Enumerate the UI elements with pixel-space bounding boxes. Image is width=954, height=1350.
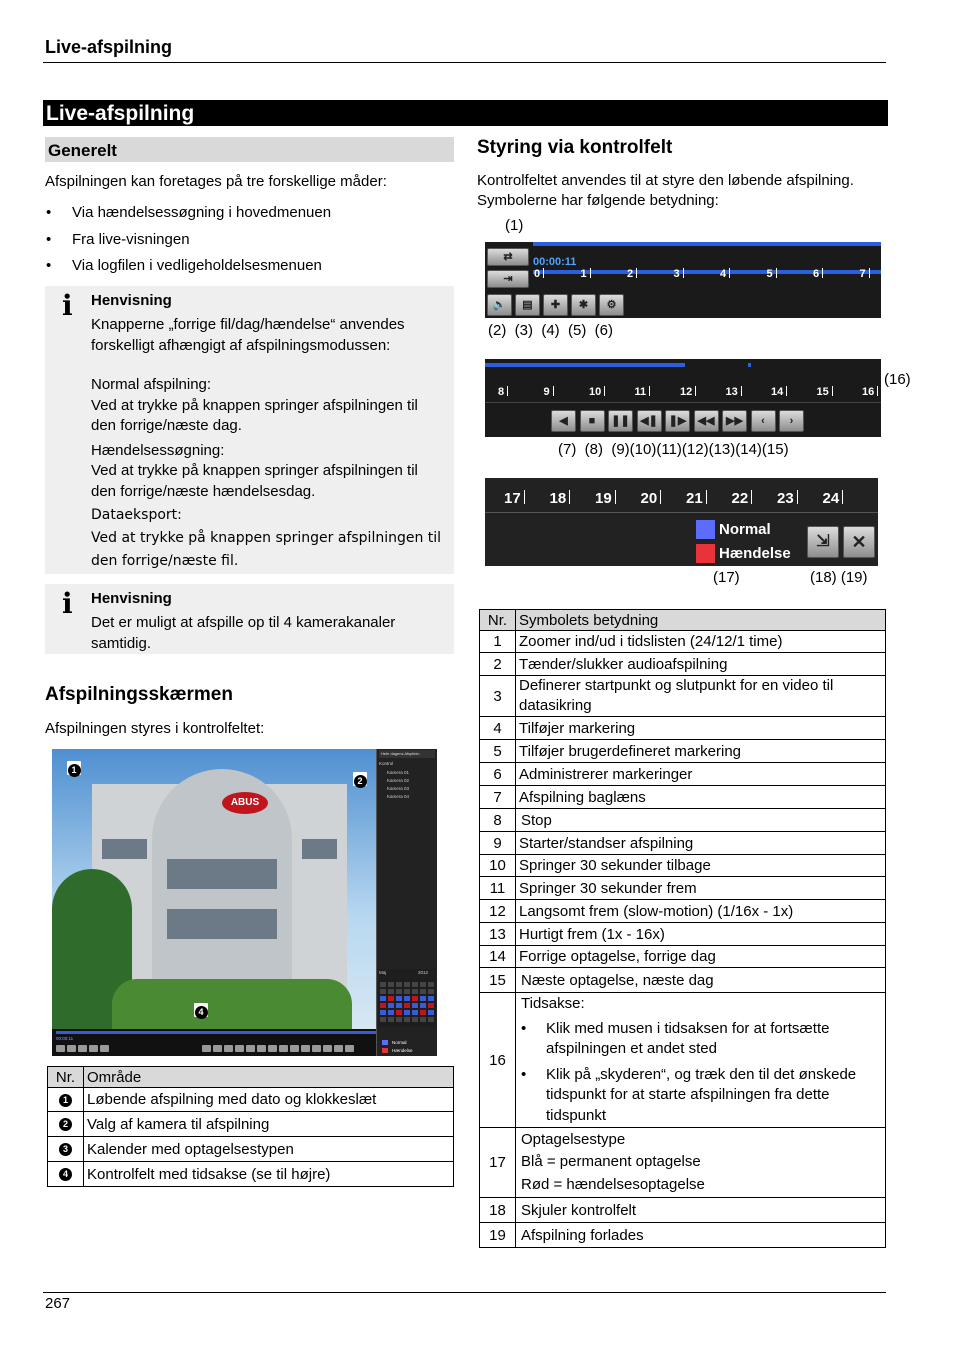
note-line: den forrige/næste fil. xyxy=(91,553,239,569)
reverse-play-button[interactable]: ◀ xyxy=(551,410,576,432)
divider xyxy=(485,512,878,513)
table-cell: Administrerer markeringer xyxy=(516,763,886,786)
zoom-button[interactable]: ⇄ xyxy=(487,248,529,266)
bush xyxy=(112,979,352,1029)
calendar-day[interactable] xyxy=(388,1017,394,1022)
callouts-2-6: (2) (3) (4) (5) (6) xyxy=(488,322,614,339)
intro-line: Kontrolfeltet anvendes til at styre den løbende afspilning. xyxy=(477,172,854,189)
camera-checkbox[interactable]: Kamera 01 xyxy=(387,770,410,775)
sidebar-header: Hele dagens Afspilnin xyxy=(379,750,435,758)
table-cell: Tilføjer markering xyxy=(516,717,886,740)
note-line: Det er muligt at afspille op til 4 kamerakanaler xyxy=(91,614,396,631)
table-row xyxy=(480,900,886,923)
control-button[interactable] xyxy=(202,1045,211,1052)
calendar-day[interactable] xyxy=(396,1003,402,1008)
table-row xyxy=(480,946,886,968)
forward-30s-button[interactable]: ❚▶ xyxy=(665,410,690,432)
note-line: Knapperne „forrige fil/dag/hændelse“ anvendes xyxy=(91,316,405,333)
time-display: 00:00:11 xyxy=(533,256,577,268)
calendar-day[interactable] xyxy=(428,1017,434,1022)
calendar-day[interactable] xyxy=(420,982,426,987)
window-band xyxy=(102,839,147,859)
tick-label: 14 xyxy=(771,386,787,398)
control-button[interactable] xyxy=(345,1045,354,1052)
running-header: Live-afspilning xyxy=(45,37,173,57)
tick-label: 6 xyxy=(813,268,823,280)
table-row xyxy=(48,1088,454,1112)
heading-styring: Styring via kontrolfelt xyxy=(477,137,673,158)
list-item: • Klik på „skyderen“, og træk den til det ønskede tidspunkt for at starte afspilningen fra dette tidspunkt xyxy=(521,1065,857,1124)
control-button[interactable] xyxy=(56,1045,65,1052)
marker-2: 2 xyxy=(353,772,367,786)
column-header: Område xyxy=(84,1067,454,1088)
calendar-day[interactable] xyxy=(380,982,386,987)
hide-control-button[interactable]: ⇲ xyxy=(807,526,839,558)
calendar-day[interactable] xyxy=(380,1003,386,1008)
table-cell: 11 xyxy=(480,877,516,900)
timeline-marker xyxy=(748,363,751,367)
table-cell: Skjuler kontrolfelt xyxy=(516,1198,886,1223)
table-row xyxy=(480,855,886,877)
afspilningsskaermen-intro: Afspilningen styres i kontrolfeltet: xyxy=(45,720,265,737)
table-cell: Starter/standser afspilning xyxy=(516,832,886,855)
calendar-day[interactable] xyxy=(412,1003,418,1008)
table-row xyxy=(480,631,886,653)
table-cell: Springer 30 sekunder frem xyxy=(516,877,886,900)
table-cell: Valg af kamera til afspilning xyxy=(84,1112,454,1137)
page-number: 267 xyxy=(45,1295,71,1312)
table-row xyxy=(480,832,886,855)
control-button[interactable] xyxy=(213,1045,222,1052)
table-cell xyxy=(516,993,886,1128)
note-line: Ved at trykke på knappen springer afspilningen til xyxy=(91,462,418,479)
note-line: samtidig. xyxy=(91,634,152,652)
tick-label: 24 xyxy=(823,490,844,507)
calendar-day[interactable] xyxy=(388,989,394,994)
calendar-day[interactable] xyxy=(412,1010,418,1015)
back-30s-button[interactable]: ◀❚ xyxy=(637,410,662,432)
table-cell: Næste optagelse, næste dag xyxy=(516,968,886,993)
calendar-day[interactable] xyxy=(396,989,402,994)
table-cell: 6 xyxy=(480,763,516,786)
column-header: Symbolets betydning xyxy=(516,610,886,631)
footer-rule xyxy=(43,1292,886,1293)
manage-markers-icon[interactable]: ⚙ xyxy=(599,294,624,316)
tick-label: 16 xyxy=(862,386,878,398)
table-row xyxy=(480,968,886,993)
tick-label: 21 xyxy=(686,490,707,507)
calendar-day[interactable] xyxy=(396,982,402,987)
table-cell: 17 xyxy=(480,1128,516,1198)
timeline-line xyxy=(533,242,881,246)
legend-normal: Normal xyxy=(719,521,771,538)
cell-line: Blå = permanent optagelse xyxy=(521,1153,701,1171)
calendar-day[interactable] xyxy=(404,982,410,987)
tick-label: 0 xyxy=(534,268,544,280)
calendar-day[interactable] xyxy=(388,982,394,987)
control-button[interactable] xyxy=(279,1045,288,1052)
generelt-bullet-list xyxy=(45,203,455,283)
playback-screenshot xyxy=(52,749,437,1056)
abus-logo: ABUS xyxy=(222,792,268,814)
table-cell xyxy=(516,1128,886,1198)
table-cell: Kalender med optagelsestypen xyxy=(84,1137,454,1162)
calendar-day[interactable] xyxy=(412,982,418,987)
calendar-day[interactable] xyxy=(388,996,394,1001)
number-badge: 3 xyxy=(59,1143,72,1156)
calendar-day[interactable] xyxy=(380,1017,386,1022)
table-cell: Tænder/slukker audioafspilning xyxy=(516,653,886,676)
control-strip-2 xyxy=(485,359,881,437)
number-badge: 4 xyxy=(59,1168,72,1181)
time-display: 00:00:11 xyxy=(56,1036,74,1041)
control-button[interactable] xyxy=(290,1045,299,1052)
calendar-day[interactable] xyxy=(396,996,402,1001)
legend-event-swatch xyxy=(696,544,715,563)
window-band xyxy=(302,839,337,859)
calendar-day[interactable] xyxy=(388,1010,394,1015)
tick-label: 18 xyxy=(550,490,571,507)
sidebar-subheader: Kontrol xyxy=(379,761,394,766)
tick-label: 8 xyxy=(498,386,508,398)
calendar-day[interactable] xyxy=(412,989,418,994)
table-row xyxy=(480,740,886,763)
number-badge: 1 xyxy=(59,1094,72,1107)
legend-normal-swatch xyxy=(696,520,715,539)
column-header: Nr. xyxy=(480,610,516,631)
table-cell: 16 xyxy=(480,993,516,1128)
callouts-18-19: (18) (19) xyxy=(810,569,868,586)
calendar-day[interactable] xyxy=(388,1003,394,1008)
list-item: • Fra live-visningen xyxy=(45,230,455,257)
calendar-day[interactable] xyxy=(420,1017,426,1022)
generelt-intro: Afspilningen kan foretages på tre forskellige måder: xyxy=(45,173,387,190)
timeline-bar[interactable] xyxy=(56,1031,376,1034)
control-button[interactable] xyxy=(301,1045,310,1052)
table-cell: 15 xyxy=(480,968,516,993)
callout-1: (1) xyxy=(505,217,524,234)
table-row xyxy=(480,786,886,809)
table-row xyxy=(48,1137,454,1162)
calendar-day[interactable] xyxy=(404,1017,410,1022)
control-button[interactable] xyxy=(235,1045,244,1052)
tick-label: 20 xyxy=(641,490,662,507)
legend-normal-swatch xyxy=(382,1040,388,1045)
camera-checkbox[interactable]: Kamera 04 xyxy=(387,794,410,799)
next-day-button[interactable]: › xyxy=(779,410,804,432)
calendar-day[interactable] xyxy=(428,982,434,987)
table-cell: 1 xyxy=(480,631,516,653)
zoom-out-button[interactable]: ⇥ xyxy=(487,270,529,288)
table-row xyxy=(480,653,886,676)
tick-label: 19 xyxy=(595,490,616,507)
number-badge: 2 xyxy=(59,1118,72,1131)
calendar-day[interactable] xyxy=(404,989,410,994)
note-line: den forrige/næste dag. xyxy=(91,417,242,434)
slow-forward-button[interactable]: ◀◀ xyxy=(694,410,719,432)
cell-line: Rød = hændelsesoptagelse xyxy=(521,1175,705,1193)
note-line: den forrige/næste hændelsesdag. xyxy=(91,482,316,500)
calendar-day[interactable] xyxy=(420,989,426,994)
table-cell: 10 xyxy=(480,855,516,877)
calendar-day[interactable] xyxy=(428,996,434,1001)
control-button[interactable] xyxy=(257,1045,266,1052)
tick-label: 22 xyxy=(732,490,753,507)
table-cell: Afspilning baglæns xyxy=(516,786,886,809)
clip-icon[interactable]: ▤ xyxy=(515,294,540,316)
control-button[interactable] xyxy=(334,1045,343,1052)
table-cell: Forrige optagelse, forrige dag xyxy=(516,946,886,968)
table-cell: 5 xyxy=(480,740,516,763)
note-line: Hændelsessøgning: xyxy=(91,441,225,459)
tick-label: 13 xyxy=(726,386,742,398)
calendar-day[interactable] xyxy=(404,1010,410,1015)
previous-day-button[interactable]: ‹ xyxy=(751,410,776,432)
table-cell: Hurtigt frem (1x - 16x) xyxy=(516,923,886,946)
tick-label: 11 xyxy=(635,386,651,398)
calendar-day[interactable] xyxy=(428,1003,434,1008)
table-cell: 2 xyxy=(480,653,516,676)
table-row xyxy=(480,717,886,740)
table-row xyxy=(480,993,886,1128)
stop-button[interactable]: ■ xyxy=(580,410,605,432)
control-button[interactable] xyxy=(78,1045,87,1052)
table-cell: Springer 30 sekunder tilbage xyxy=(516,855,886,877)
calendar-day[interactable] xyxy=(420,1010,426,1015)
calendar-day[interactable] xyxy=(420,1003,426,1008)
tick-label: 2 xyxy=(627,268,637,280)
note-text xyxy=(91,315,451,573)
divider xyxy=(485,402,881,403)
tick-label: 5 xyxy=(767,268,777,280)
camera-checkbox[interactable]: Kamera 03 xyxy=(387,786,410,791)
table-cell: 13 xyxy=(480,923,516,946)
area-table xyxy=(47,1066,454,1187)
timeline-line xyxy=(485,363,685,367)
callout-16: (16) xyxy=(884,371,911,388)
info-icon: i xyxy=(62,587,73,620)
note-text xyxy=(91,613,451,654)
table-cell: 8 xyxy=(480,809,516,832)
fast-forward-button[interactable]: ▶▶ xyxy=(722,410,747,432)
calendar-day[interactable] xyxy=(380,1010,386,1015)
table-cell: Zoomer ind/ud i tidslisten (24/12/1 time) xyxy=(516,631,886,653)
calendar-day[interactable] xyxy=(404,996,410,1001)
list-item: • Klik med musen i tidsaksen for at fortsætte afspilningen et andet sted xyxy=(521,1019,830,1057)
table-row xyxy=(480,877,886,900)
table-cell: Løbende afspilning med dato og klokkeslæt xyxy=(84,1088,454,1112)
tick-label: 23 xyxy=(777,490,798,507)
table-cell: Langsomt frem (slow-motion) (1/16x - 1x) xyxy=(516,900,886,923)
calendar-day[interactable] xyxy=(412,1017,418,1022)
note-box-1 xyxy=(45,286,454,574)
control-button[interactable] xyxy=(67,1045,76,1052)
info-icon: i xyxy=(62,289,73,322)
table-cell: Stop xyxy=(516,809,886,832)
close-icon[interactable]: ✕ xyxy=(843,526,875,558)
calendar-day[interactable] xyxy=(404,1003,410,1008)
calendar-month: Maj xyxy=(379,970,387,975)
control-button[interactable] xyxy=(224,1045,233,1052)
list-item: • Via logfilen i vedligeholdelsesmenuen xyxy=(45,256,455,283)
tick-label: 15 xyxy=(817,386,833,398)
table-cell: Kontrolfelt med tidsakse (se til højre) xyxy=(84,1162,454,1187)
callouts-7-15: (7) (8) (9)(10)(11)(12)(13)(14)(15) xyxy=(558,441,789,458)
table-row xyxy=(480,1128,886,1198)
camera-checkbox[interactable]: Kamera 02 xyxy=(387,778,410,783)
legend-event-swatch xyxy=(382,1048,388,1053)
note-line: Ved at trykke på knappen springer afspilningen til xyxy=(91,396,418,414)
custom-marker-icon[interactable]: ✱ xyxy=(571,294,596,316)
table-cell: 7 xyxy=(480,786,516,809)
control-button[interactable] xyxy=(100,1045,109,1052)
table-cell: Tilføjer brugerdefineret markering xyxy=(516,740,886,763)
audio-icon[interactable]: 🔈 xyxy=(487,294,512,316)
calendar-day[interactable] xyxy=(420,996,426,1001)
tick-label: 7 xyxy=(860,268,870,280)
calendar-day[interactable] xyxy=(380,989,386,994)
table-row xyxy=(480,809,886,832)
note-line: forskelligt afhængigt af afspilningsmodussen: xyxy=(91,336,391,354)
table-row xyxy=(48,1112,454,1137)
heading-generelt: Generelt xyxy=(45,137,454,162)
window-band xyxy=(167,909,277,939)
table-cell: Definerer startpunkt og slutpunkt for en video til datasikring xyxy=(516,676,886,717)
callout-17: (17) xyxy=(713,569,740,586)
calendar-day[interactable] xyxy=(380,996,386,1001)
calendar-year: 2012 xyxy=(418,970,429,975)
calendar-day[interactable] xyxy=(396,1010,402,1015)
control-strip-1 xyxy=(485,242,881,318)
control-button[interactable] xyxy=(323,1045,332,1052)
legend-event: Hændelse xyxy=(392,1048,413,1053)
cell-line: Optagelsestype xyxy=(521,1130,626,1148)
tick-label: 10 xyxy=(589,386,605,398)
table-cell: 9 xyxy=(480,832,516,855)
note-title: Henvisning xyxy=(91,292,172,309)
table-row xyxy=(480,1223,886,1248)
calendar-day[interactable] xyxy=(428,989,434,994)
list-item: • Via hændelsessøgning i hovedmenuen xyxy=(45,203,455,230)
note-line: Dataeksport: xyxy=(91,507,182,523)
table-row xyxy=(480,923,886,946)
control-button[interactable] xyxy=(89,1045,98,1052)
tick-label: 4 xyxy=(720,268,730,280)
legend-normal: Normal xyxy=(392,1040,407,1045)
tick-label: 17 xyxy=(504,490,525,507)
table-cell: 19 xyxy=(480,1223,516,1248)
control-button[interactable] xyxy=(246,1045,255,1052)
marker-4: 4 xyxy=(194,1003,208,1017)
table-cell: 14 xyxy=(480,946,516,968)
tick-label: 9 xyxy=(544,386,554,398)
column-header: Nr. xyxy=(48,1067,84,1088)
note-line: Normal afspilning: xyxy=(91,376,212,393)
control-button[interactable] xyxy=(312,1045,321,1052)
tick-label: 12 xyxy=(680,386,696,398)
header-rule xyxy=(43,62,886,63)
marker-1: 1 xyxy=(67,761,81,775)
table-row xyxy=(48,1162,454,1187)
add-marker-icon[interactable]: ✚ xyxy=(543,294,568,316)
note-line: Ved at trykke på knappen springer afspilningen til xyxy=(91,530,442,546)
control-button[interactable] xyxy=(268,1045,277,1052)
styring-intro xyxy=(477,171,854,211)
calendar-day[interactable] xyxy=(428,1010,434,1015)
pause-button[interactable]: ❚❚ xyxy=(608,410,633,432)
control-strip-3 xyxy=(485,478,878,566)
note-box-2 xyxy=(45,584,454,654)
calendar-day[interactable] xyxy=(412,996,418,1001)
table-cell: 4 xyxy=(480,717,516,740)
table-cell: 18 xyxy=(480,1198,516,1223)
table-cell: Afspilning forlades xyxy=(516,1223,886,1248)
cell-title: Tidsakse: xyxy=(521,995,585,1012)
tick-label: 3 xyxy=(674,268,684,280)
window-band xyxy=(167,859,277,889)
tick-label: 1 xyxy=(581,268,591,280)
table-row xyxy=(480,676,886,717)
heading-afspilningsskaermen: Afspilningsskærmen xyxy=(45,684,233,705)
calendar-day[interactable] xyxy=(396,1017,402,1022)
section-title: Live-afspilning xyxy=(43,100,888,126)
table-cell: 12 xyxy=(480,900,516,923)
intro-line: Symbolerne har følgende betydning: xyxy=(477,192,719,209)
table-cell: 3 xyxy=(480,676,516,717)
legend-event: Hændelse xyxy=(719,545,791,562)
note-title: Henvisning xyxy=(91,590,172,607)
symbol-table xyxy=(479,609,886,1248)
table-row xyxy=(480,1198,886,1223)
table-row xyxy=(480,763,886,786)
